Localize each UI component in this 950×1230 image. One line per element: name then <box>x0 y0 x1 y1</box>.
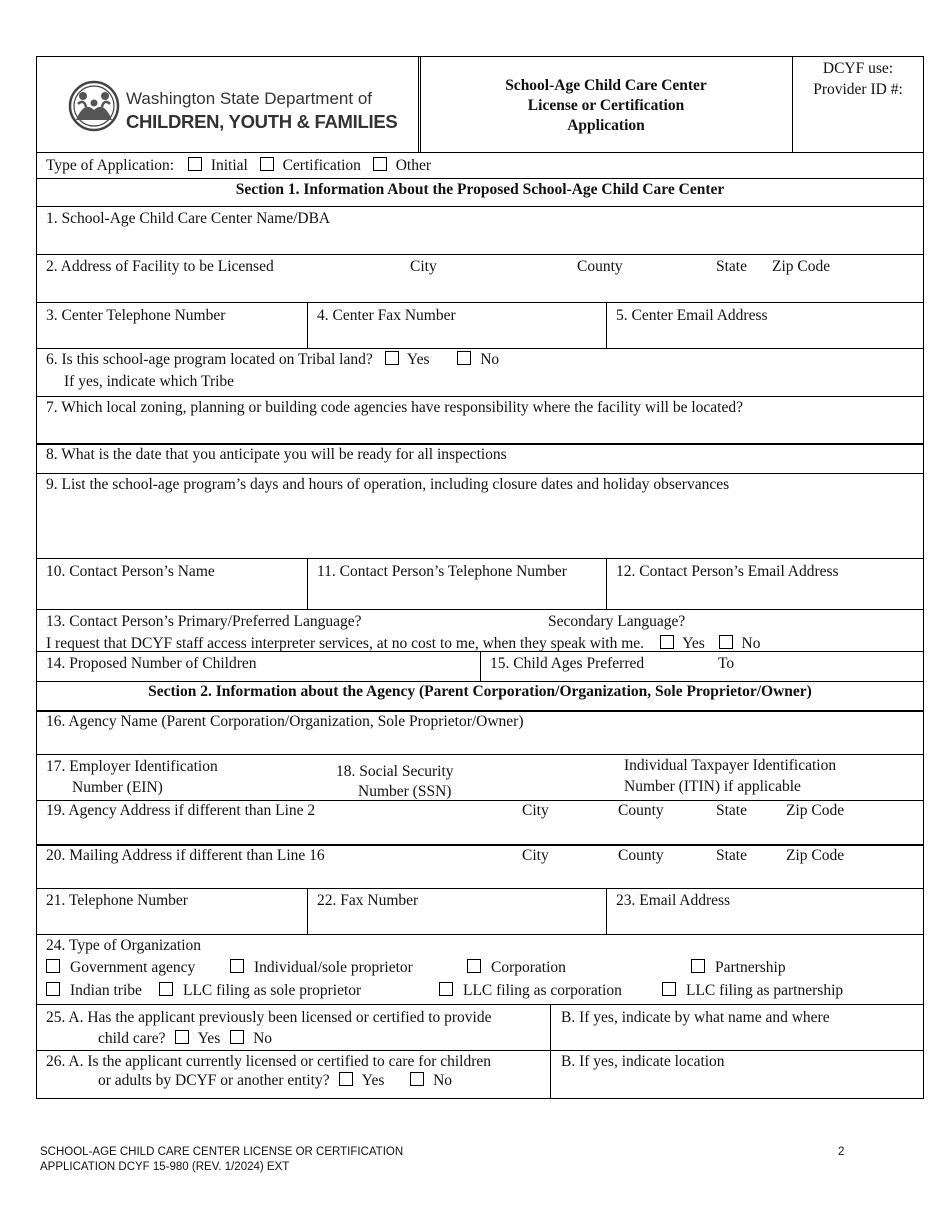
form-title-line2: License or Certification <box>527 97 685 114</box>
center-fax-field[interactable]: 4. Center Fax Number <box>317 307 456 324</box>
row-divider <box>36 178 924 179</box>
dcyf-use-label: DCYF use: <box>822 60 894 77</box>
ssn-field-line2: Number (SSN) <box>358 783 452 800</box>
interpreter-no-checkbox[interactable] <box>719 635 733 649</box>
row-divider <box>36 348 924 349</box>
col-divider <box>606 302 607 348</box>
org-llc-partnership-checkbox[interactable] <box>662 982 676 996</box>
row-divider <box>36 396 924 397</box>
organization-type-label: 24. Type of Organization <box>46 937 202 954</box>
agency-address-field[interactable]: 19. Agency Address if different than Line 2 <box>46 802 316 819</box>
certification-checkbox[interactable] <box>260 157 274 171</box>
interpreter-label: I request that DCYF staff access interpreter services, at no cost to me, when they speak with me. <box>46 635 645 652</box>
row-divider <box>36 254 924 255</box>
application-type-row <box>46 156 431 175</box>
family-logo-icon <box>68 80 120 132</box>
currently-licensed-no-label: No <box>433 1072 453 1089</box>
form-border-left <box>36 56 37 1099</box>
org-government-label: Government agency <box>70 959 196 976</box>
org-llc-corp-checkbox[interactable] <box>439 982 453 996</box>
zoning-agencies-field[interactable]: 7. Which local zoning, planning or building code agencies have responsibility where the facility will be located? <box>46 399 744 416</box>
row-divider <box>36 609 924 610</box>
facility-zip-label: Zip Code <box>772 258 831 275</box>
agency-state-label: State <box>716 802 747 819</box>
center-email-field[interactable]: 5. Center Email Address <box>616 307 768 324</box>
org-government-option <box>46 958 195 977</box>
org-partnership-label: Partnership <box>715 959 786 976</box>
certification-label: Certification <box>282 157 361 174</box>
section1-heading: Section 1. Information About the Proposed School-Age Child Care Center <box>235 181 725 198</box>
org-corporation-label: Corporation <box>491 959 566 976</box>
org-individual-checkbox[interactable] <box>230 959 244 973</box>
header-divider <box>418 56 419 153</box>
mailing-county-label: County <box>618 847 664 864</box>
col-divider <box>606 558 607 609</box>
previously-licensed-no-label: No <box>253 1030 273 1047</box>
facility-city-label: City <box>410 258 437 275</box>
form-border-right <box>923 56 924 1099</box>
ein-field[interactable]: 17. Employer Identification <box>46 758 218 775</box>
row-divider <box>36 934 924 935</box>
org-corporation-checkbox[interactable] <box>467 959 481 973</box>
agency-name-field[interactable]: 16. Agency Name (Parent Corporation/Organization, Sole Proprietor/Owner) <box>46 713 524 730</box>
org-individual-label: Individual/sole proprietor <box>254 959 413 976</box>
agency-city-label: City <box>522 802 549 819</box>
org-llc-corp-option <box>437 981 622 1000</box>
facility-county-label: County <box>577 258 623 275</box>
proposed-children-field[interactable]: 14. Proposed Number of Children <box>46 655 257 672</box>
mailing-state-label: State <box>716 847 747 864</box>
interpreter-yes-label: Yes <box>682 635 705 652</box>
form-border-top <box>36 56 924 57</box>
col-divider <box>307 558 308 609</box>
provider-id-field[interactable]: Provider ID #: <box>813 81 903 98</box>
ein-field-line2: Number (EIN) <box>72 779 163 796</box>
previously-licensed-question: 25. A. Has the applicant previously been licensed or certified to provide <box>46 1009 492 1026</box>
tribal-no-checkbox[interactable] <box>457 351 471 365</box>
contact-email-field[interactable]: 12. Contact Person’s Email Address <box>616 563 839 580</box>
previous-license-name-field[interactable]: B. If yes, indicate by what name and where <box>561 1009 830 1026</box>
form-border-bottom <box>36 1098 924 1099</box>
initial-checkbox[interactable] <box>188 157 202 171</box>
footer-form-number: APPLICATION DCYF 15-980 (REV. 1/2024) EXT <box>40 1161 290 1173</box>
org-llc-corp-label: LLC filing as corporation <box>463 982 622 999</box>
initial-label: Initial <box>210 157 248 174</box>
col-divider <box>307 302 308 348</box>
tribal-yes-checkbox[interactable] <box>385 351 399 365</box>
currently-licensed-yes-checkbox[interactable] <box>339 1072 353 1086</box>
row-divider <box>36 302 924 303</box>
agency-county-label: County <box>618 802 664 819</box>
row-divider <box>36 1050 924 1051</box>
inspection-date-field[interactable]: 8. What is the date that you anticipate you will be ready for all inspections <box>46 446 507 463</box>
application-type-label: Type of Application: <box>46 157 175 174</box>
org-partnership-checkbox[interactable] <box>691 959 705 973</box>
other-label: Other <box>395 157 431 174</box>
child-ages-to-label: To <box>718 655 735 672</box>
tribe-name-field[interactable]: If yes, indicate which Tribe <box>64 373 235 390</box>
col-divider <box>550 1004 551 1099</box>
currently-licensed-no-checkbox[interactable] <box>410 1072 424 1086</box>
org-government-checkbox[interactable] <box>46 959 60 973</box>
currently-licensed-label: or adults by DCYF or another entity? <box>98 1072 330 1089</box>
mailing-zip-label: Zip Code <box>786 847 845 864</box>
org-corporation-option <box>465 958 566 977</box>
child-ages-field[interactable]: 15. Child Ages Preferred <box>490 655 645 672</box>
row-divider <box>36 558 924 559</box>
facility-state-label: State <box>716 258 747 275</box>
previously-licensed-answer <box>98 1029 272 1048</box>
previously-licensed-no-checkbox[interactable] <box>230 1030 244 1044</box>
section2-heading: Section 2. Information about the Agency (Parent Corporation/Organization, Sole Proprietor/Owner) <box>148 683 812 700</box>
tribal-yes-label: Yes <box>406 351 430 368</box>
row-divider <box>36 152 924 153</box>
col-divider <box>480 651 481 681</box>
secondary-language-field[interactable]: Secondary Language? <box>548 613 686 630</box>
center-name-field[interactable]: 1. School-Age Child Care Center Name/DBA <box>46 210 331 227</box>
row-divider <box>36 473 924 474</box>
ssn-field[interactable]: 18. Social Security <box>336 763 454 780</box>
interpreter-no-label: No <box>741 635 761 652</box>
agency-logo <box>68 80 120 132</box>
itin-field-line2: Number (ITIN) if applicable <box>624 778 801 795</box>
row-divider <box>36 754 924 755</box>
org-llc-partnership-label: LLC filing as partnership <box>686 982 844 999</box>
tribal-land-label: 6. Is this school-age program located on Tribal land? <box>46 351 373 368</box>
interpreter-row <box>46 634 760 653</box>
org-indian-tribe-label: Indian tribe <box>70 982 142 999</box>
current-license-location-field[interactable]: B. If yes, indicate location <box>561 1053 725 1070</box>
row-divider <box>36 206 924 207</box>
previously-licensed-yes-label: Yes <box>197 1030 221 1047</box>
agency-name-line1: Washington State Department of <box>126 89 373 108</box>
org-llc-partnership-option <box>660 981 843 1000</box>
contact-name-field[interactable]: 10. Contact Person’s Name <box>46 563 215 580</box>
mailing-city-label: City <box>522 847 549 864</box>
tribal-no-label: No <box>480 351 500 368</box>
mailing-address-field[interactable]: 20. Mailing Address if different than Line 16 <box>46 847 325 864</box>
org-llc-sole-checkbox[interactable] <box>159 982 173 996</box>
interpreter-yes-checkbox[interactable] <box>660 635 674 649</box>
agency-telephone-field[interactable]: 21. Telephone Number <box>46 892 188 909</box>
org-individual-option <box>228 958 413 977</box>
org-partnership-option <box>689 958 786 977</box>
form-title-line3: Application <box>567 117 645 134</box>
primary-language-field[interactable]: 13. Contact Person’s Primary/Preferred Language? <box>46 613 362 630</box>
agency-zip-label: Zip Code <box>786 802 845 819</box>
contact-telephone-field[interactable]: 11. Contact Person’s Telephone Number <box>317 563 567 580</box>
currently-licensed-question: 26. A. Is the applicant currently licensed or certified to care for children <box>46 1053 492 1070</box>
org-llc-sole-option <box>157 981 361 1000</box>
org-indian-tribe-checkbox[interactable] <box>46 982 60 996</box>
center-telephone-field[interactable]: 3. Center Telephone Number <box>46 307 226 324</box>
footer-form-title: SCHOOL-AGE CHILD CARE CENTER LICENSE OR CERTIFICATION <box>40 1146 404 1158</box>
agency-name-line2: CHILDREN, YOUTH & FAMILIES <box>126 111 398 132</box>
row-divider <box>36 1004 924 1005</box>
other-checkbox[interactable] <box>373 157 387 171</box>
facility-address-field[interactable]: 2. Address of Facility to be Licensed <box>46 258 274 275</box>
currently-licensed-yes-label: Yes <box>361 1072 385 1089</box>
previously-licensed-label: child care? <box>98 1030 166 1047</box>
tribal-land-question <box>46 350 499 369</box>
hours-of-operation-field[interactable]: 9. List the school-age program’s days and hours of operation, including closure dates and holiday observances <box>46 476 730 493</box>
col-divider <box>606 888 607 934</box>
itin-field[interactable]: Individual Taxpayer Identification <box>624 757 837 774</box>
form-title-line1: School-Age Child Care Center <box>505 77 707 94</box>
page-number: 2 <box>838 1146 845 1158</box>
agency-fax-field[interactable]: 22. Fax Number <box>317 892 419 909</box>
row-divider <box>36 888 924 889</box>
org-indian-tribe-option <box>46 981 142 1000</box>
currently-licensed-answer <box>98 1071 452 1090</box>
col-divider <box>307 888 308 934</box>
previously-licensed-yes-checkbox[interactable] <box>175 1030 189 1044</box>
org-llc-sole-label: LLC filing as sole proprietor <box>183 982 362 999</box>
agency-email-field[interactable]: 23. Email Address <box>616 892 731 909</box>
